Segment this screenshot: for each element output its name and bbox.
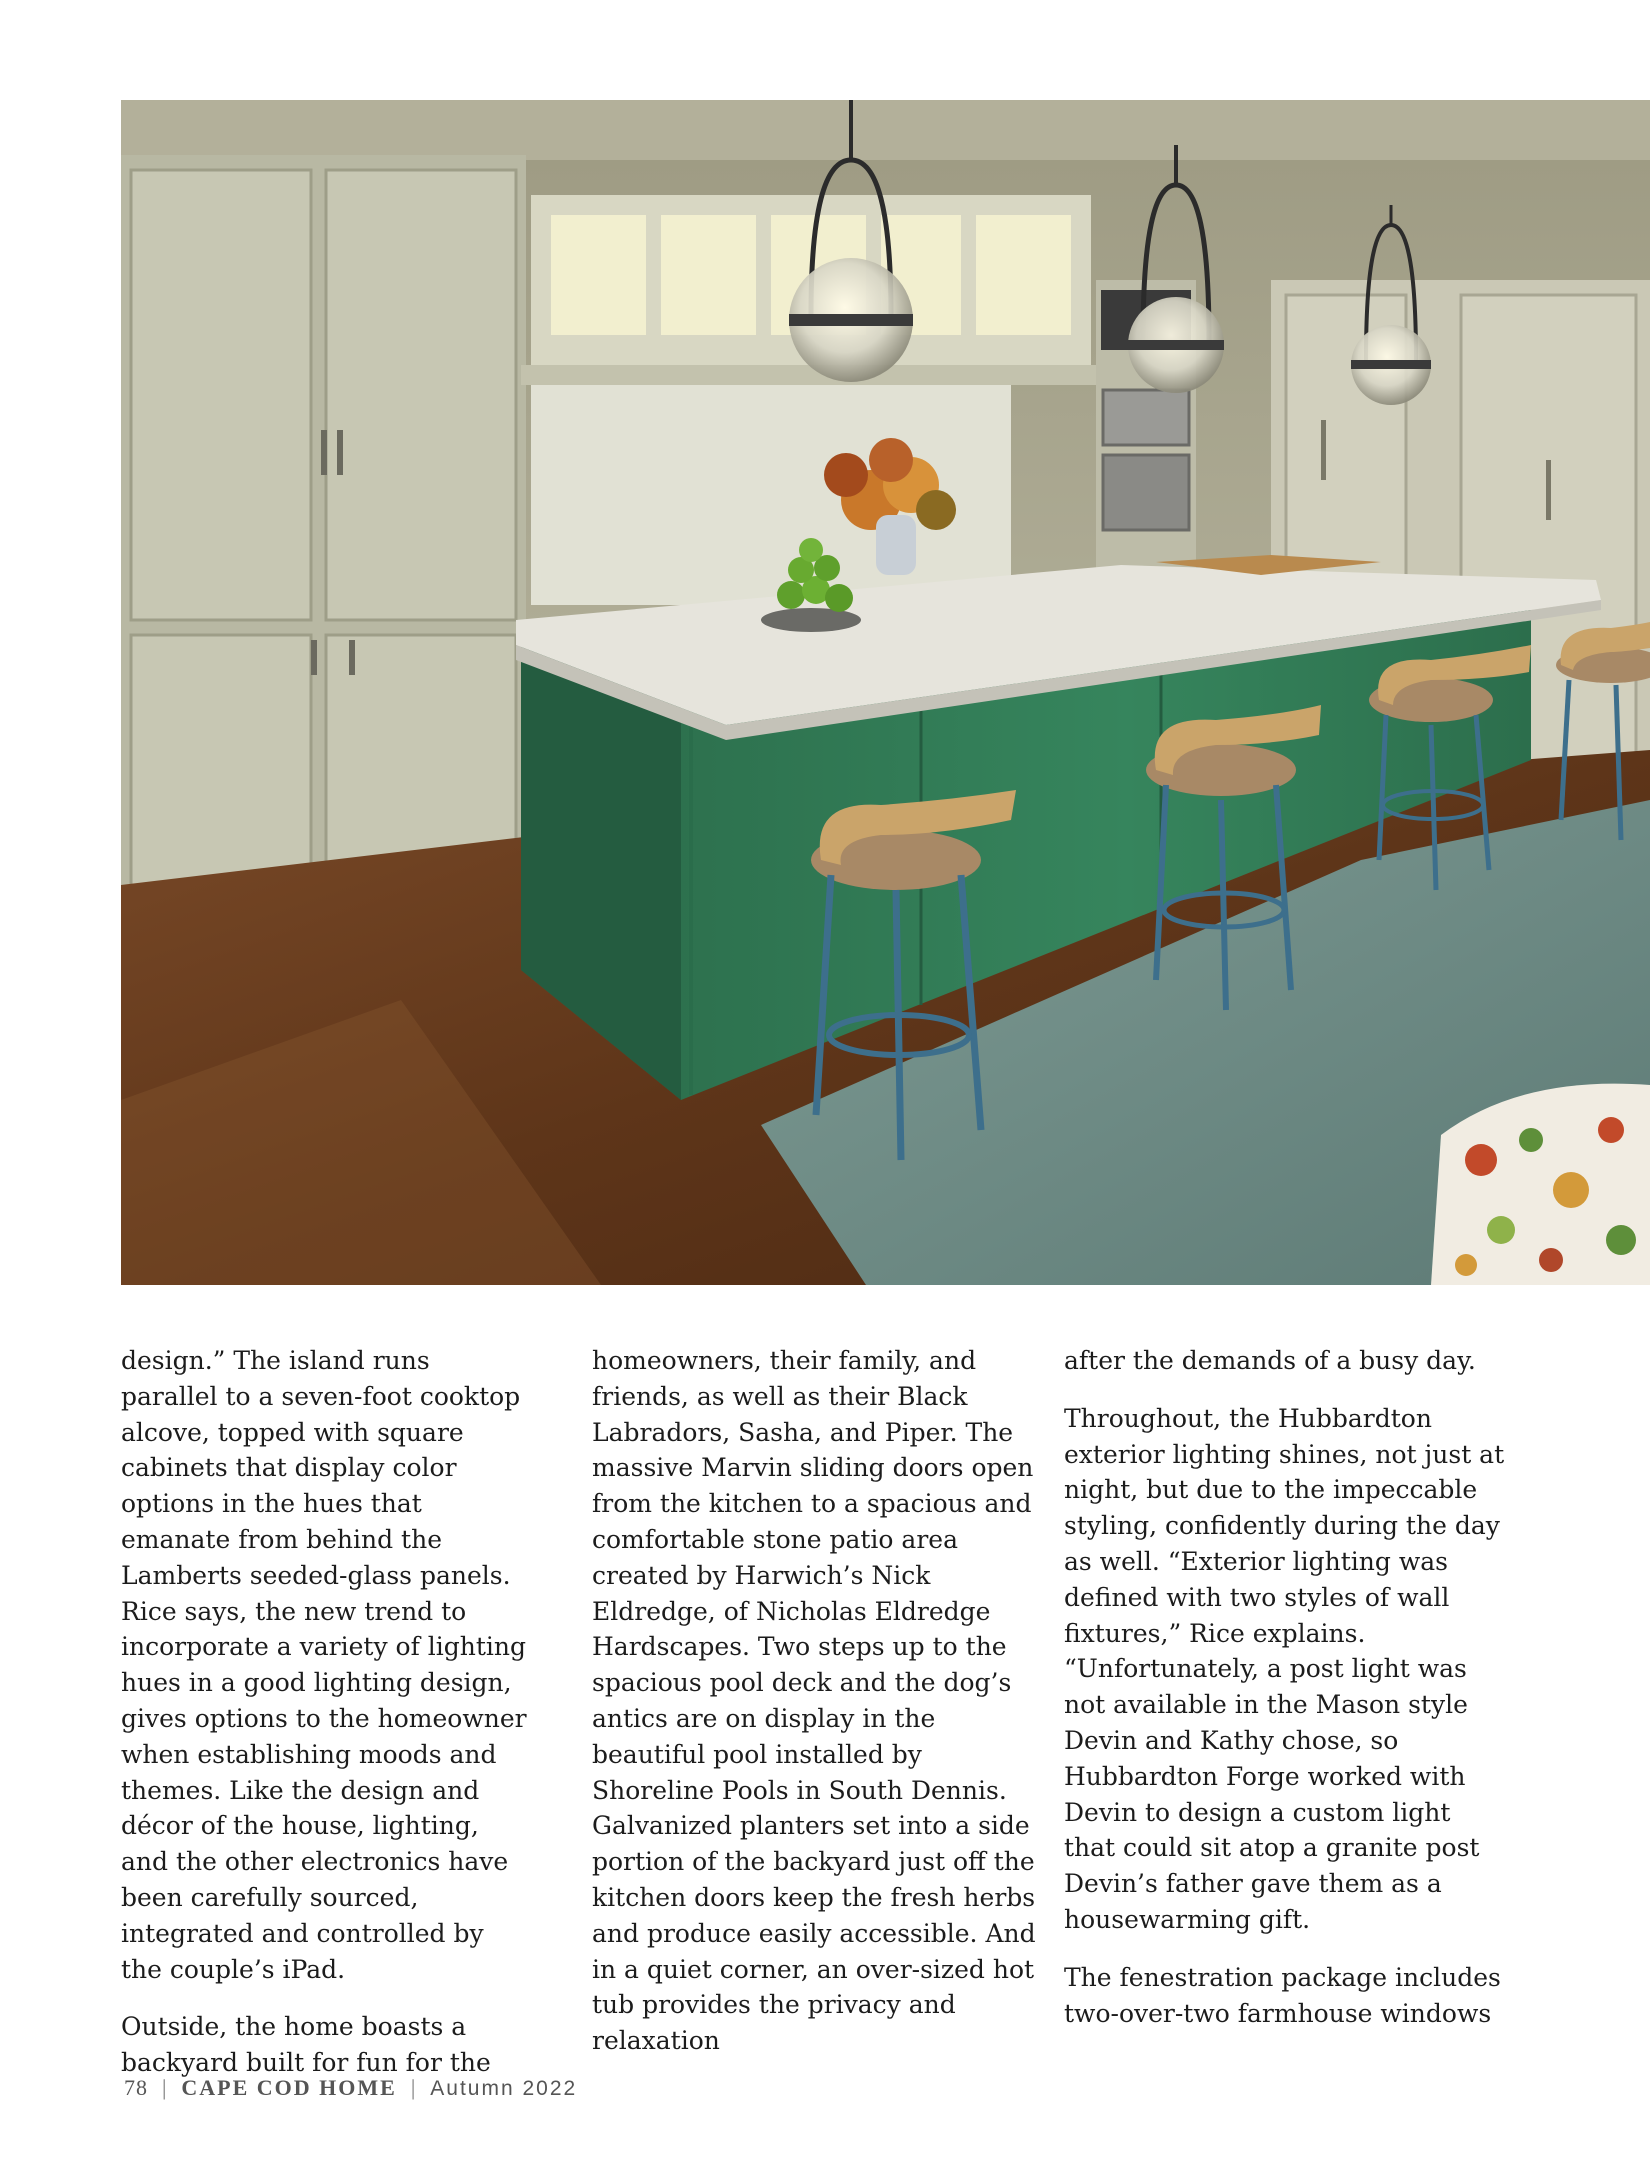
page-footer — [124, 2075, 577, 2101]
paragraph: after the demands of a busy day. — [1064, 1346, 1476, 1375]
paragraph: homeowners, their family, and friends, as well as their Black Labradors, Sasha, and Piper. The massive Marvin sliding doors open from the kitchen to a spacious and comfortable stone patio area created by Harwich’s Nick Eldredge, of Nicholas Eldredge Hardscapes. Two steps up to the spacious pool deck and the dog’s antics are on display in the beautiful pool installed by Shoreline Pools in South Dennis. Galvanized planters set into a side portion of the backyard just off the kitchen doors keep the fresh herbs and produce easily accessible. And in a quiet corner, an over-sized hot tub provides the privacy and relaxation — [592, 1346, 1036, 2056]
footer-separator: | — [410, 2075, 417, 2100]
issue-label: Autumn 2022 — [430, 2077, 578, 2100]
text-column-3 — [1064, 1343, 1509, 2053]
paragraph: Throughout, the Hubbardton exterior lighting shines, not just at night, but due to the impeccable styling, confidently during the day as well. “Exterior lighting was defined with two styles of wall fixtures,” Rice explains. “Unfortunately, a post light was not available in the Mason style Devin and Kathy chose, so Hubbardton Forge worked with Devin to design a custom light that could sit atop a granite post Devin’s father gave them as a housewarming gift. — [1064, 1403, 1505, 1934]
text-column-2 — [592, 1343, 1037, 2081]
magazine-name: CAPE COD HOME — [181, 2075, 397, 2100]
page-number: 78 — [124, 2075, 148, 2100]
kitchen-photo — [121, 100, 1650, 1285]
left-cabinets — [121, 155, 526, 915]
paragraph: design.” The island runs parallel to a seven-foot cooktop alcove, topped with square cabinets that display color options in the hues that emanate from behind the Lamberts seeded-glass panels. Rice says, the new trend to incorporate a variety of lighting hues in a good lighting design, gives options to the homeowner when establishing moods and themes. Like the design and décor of the house, lighting, and the other electronics have been carefully sourced, integrated and controlled by the couple’s iPad. — [121, 1346, 527, 1984]
text-column-1 — [121, 1343, 531, 2103]
footer-separator: | — [162, 2075, 168, 2100]
kitchen-illustration — [121, 100, 1650, 1285]
paragraph: Outside, the home boasts a backyard built for fun for the — [121, 2012, 491, 2078]
paragraph: The fenestration package includes two-over-two farmhouse windows — [1064, 1962, 1501, 2028]
